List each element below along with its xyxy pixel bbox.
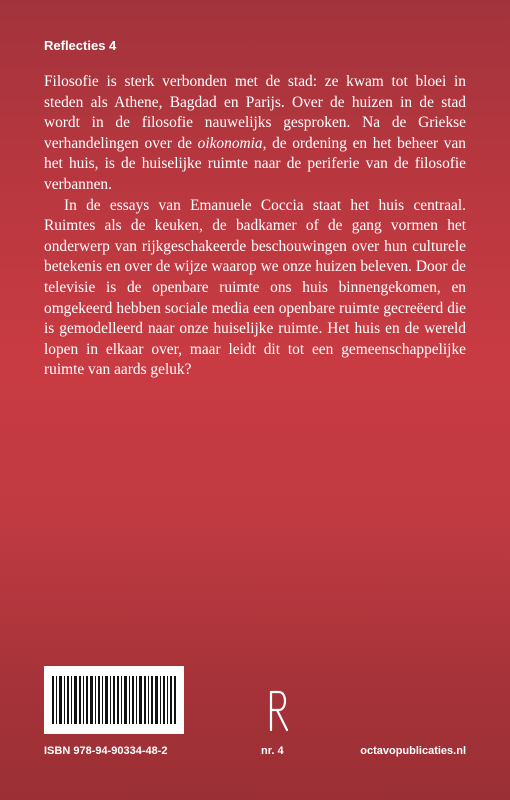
publisher-logo-icon bbox=[268, 690, 290, 732]
barcode bbox=[44, 666, 184, 734]
paragraph-2-text: In de essays van Emanuele Coccia staat het huis centraal. Ruimtes als de keuken, de badkamer of de gang vormen het onderwerp van rijkgeschakeerde beschouwingen over hun culturele betekenis en over de wijze waarop we onze huizen beleven. Door de televisie is de openbare ruimte ons huis binnengekomen, en omgekeerd hebben sociale media een openbare ruimte gecreëerd die is gemodelleerd naar onze huiselijke ruimte. Het huis en de wereld lopen in elkaar over, maar leidt dit tot een gemeenschappelijke ruimte van aards geluk? bbox=[44, 196, 466, 379]
blurb-text bbox=[44, 72, 466, 381]
isbn-number: ISBN 978-94-90334-48-2 bbox=[44, 745, 168, 757]
paragraph-1-text-end: , de ordening en het beheer van het huis, is de huiselijke ruimte naar de periferie van de filosofie verbannen. bbox=[44, 134, 466, 193]
series-label: Reflecties 4 bbox=[44, 38, 117, 53]
barcode-icon bbox=[52, 676, 176, 724]
publisher-website: octavopublicaties.nl bbox=[360, 745, 466, 757]
blurb-paragraph-2 bbox=[44, 196, 466, 381]
paragraph-1-text-start: Filosofie is sterk verbonden met de stad: ze kwam tot bloei in steden als Athene, Bagdad en Parijs. Over de huizen in de stad wordt in de filosofie nauwelijks gesproken. Na de Griekse verhandelingen over de bbox=[44, 73, 466, 152]
paragraph-1-emphasis: oikonomia bbox=[197, 134, 263, 152]
blurb-paragraph-1 bbox=[44, 72, 466, 196]
series-number: nr. 4 bbox=[261, 745, 284, 757]
